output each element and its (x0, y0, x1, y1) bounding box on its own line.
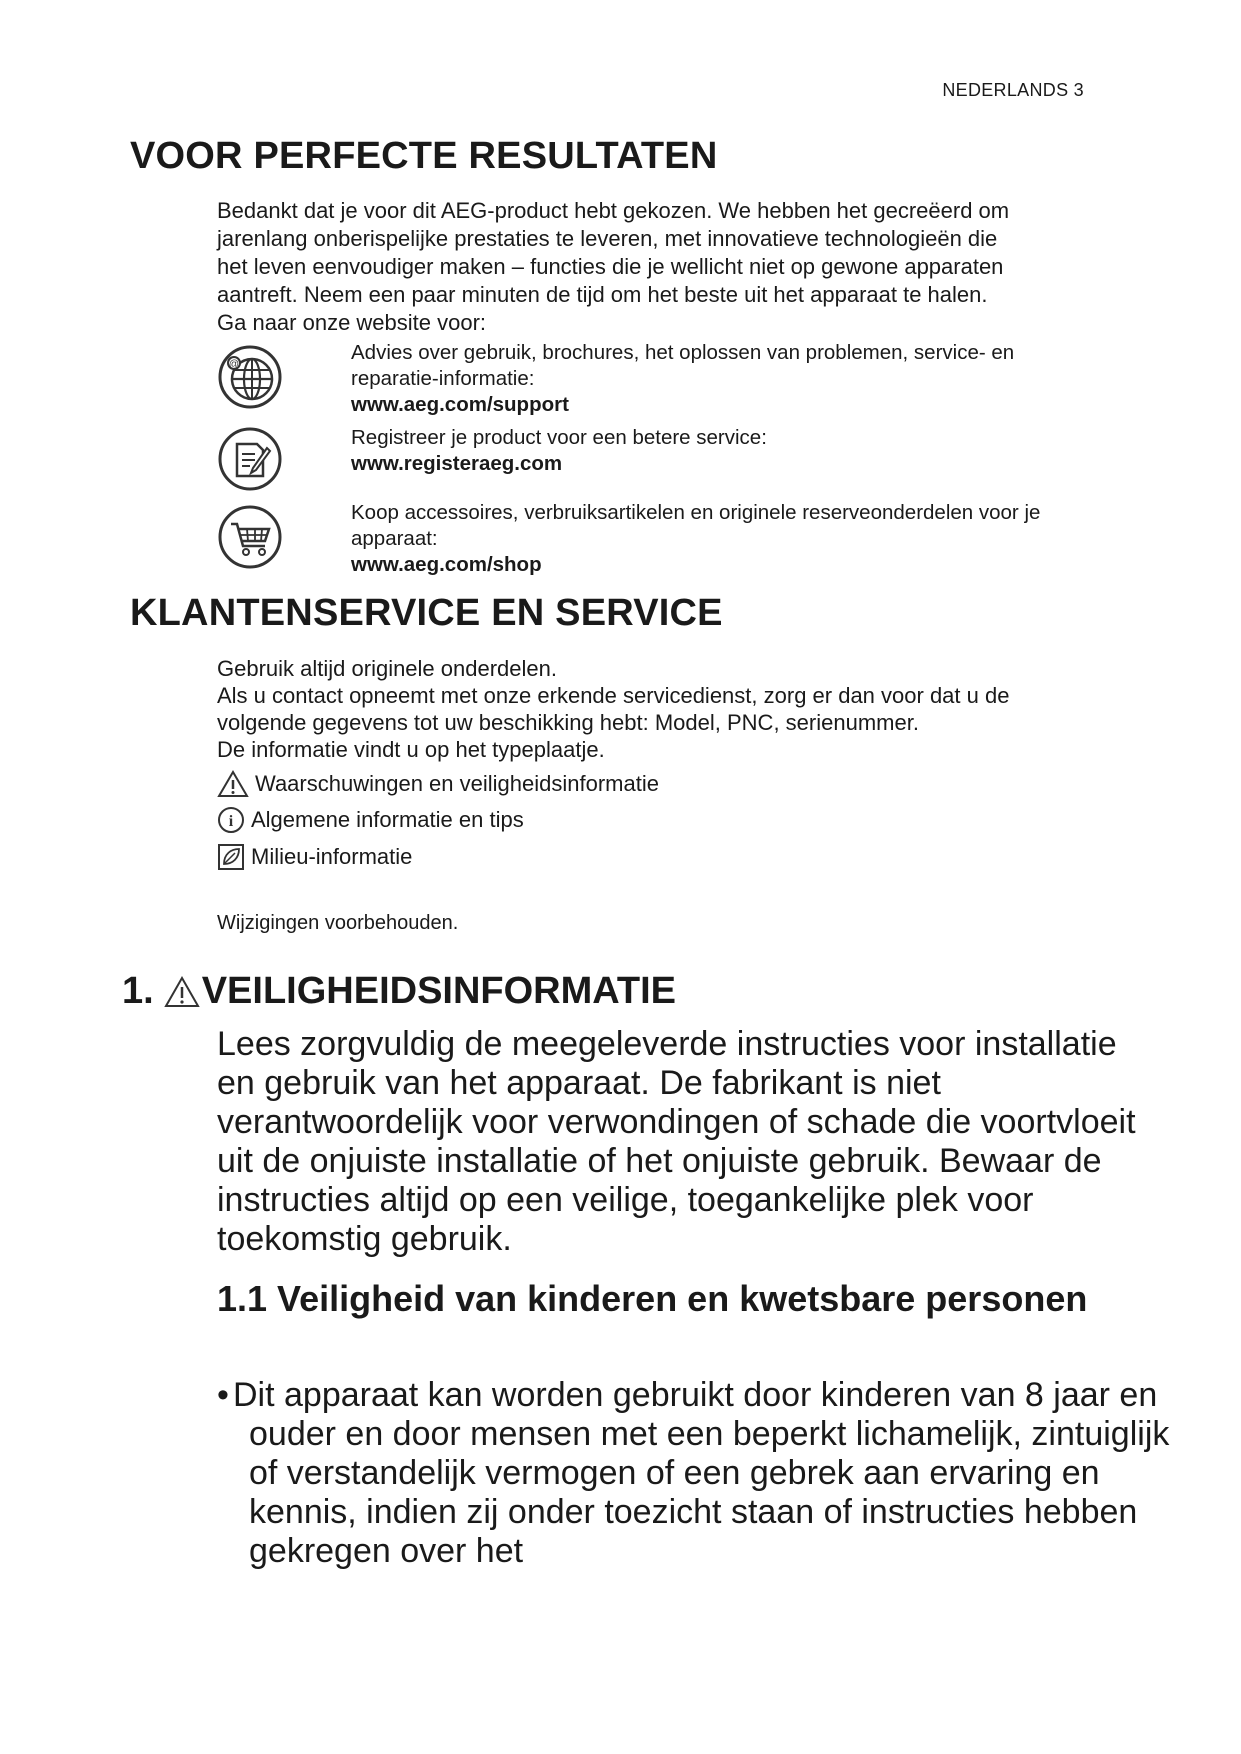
legend-warning (217, 770, 659, 798)
legend-info (217, 806, 524, 834)
safety-intro-paragraph: Lees zorgvuldig de meegeleverde instructies voor installatie en gebruik van het apparaat. De fabrikant is niet verantwoordelijk voor verwondingen of schade die voortvloeit uit de onjuiste installatie of het onjuiste gebruik. Bewaar de instructies altijd op een veilige, toegankelijke plek voor toekomstig gebruik. (217, 1025, 1136, 1258)
shop-text: apparaat: (351, 527, 438, 550)
section-title-safety (122, 970, 676, 1013)
intro-line: jarenlang onberispelijke prestaties te leveren, met innovatieve technologieën die (217, 226, 998, 251)
support-text: Advies over gebruik, brochures, het oplossen van problemen, service- en (351, 341, 1015, 364)
svg-text:@: @ (228, 359, 240, 370)
intro-line: aantreft. Neem een paar minuten de tijd om het beste uit het apparaat te halen. (217, 282, 988, 307)
shop-link[interactable]: www.aeg.com/shop (351, 553, 542, 576)
bullet-dot: • (217, 1376, 229, 1414)
shop-text: Koop accessoires, verbruiksartikelen en originele reserveonderdelen voor je (351, 501, 1041, 524)
shop-link-row (217, 500, 1147, 580)
warning-triangle-icon (164, 976, 200, 1008)
legend-label: Algemene informatie en tips (251, 807, 524, 832)
service-line: De informatie vindt u op het typeplaatje. (217, 737, 605, 762)
register-link[interactable]: www.registeraeg.com (351, 452, 563, 475)
bullet-text: Dit apparaat kan worden gebruikt door kinderen van 8 jaar en ouder en door mensen met een beperkt lichamelijk, zintuiglijk of verstandelijk vermogen of een gebrek aan ervaring en kennis, indien zij onder toezicht staan of instructies hebben gekregen over het (233, 1376, 1170, 1570)
changes-note: Wijzigingen voorbehouden. (217, 912, 459, 934)
register-form-icon (217, 426, 283, 492)
service-paragraph (217, 655, 1147, 763)
section-title-results: VOOR PERFECTE RESULTATEN (130, 135, 718, 177)
bullet-item (217, 1376, 1174, 1571)
section-number: 1. (122, 970, 154, 1012)
subsection-title-children: 1.1 Veiligheid van kinderen en kwetsbare personen (217, 1278, 1088, 1319)
legend-environment (217, 843, 412, 871)
support-link[interactable]: www.aeg.com/support (351, 393, 569, 416)
section-title-text: VEILIGHEIDSINFORMATIE (201, 970, 677, 1012)
intro-line: het leven eenvoudiger maken – functies die je wellicht niet op gewone apparaten (217, 254, 1004, 279)
intro-line: Bedankt dat je voor dit AEG-product hebt gekozen. We hebben het gecreëerd om (217, 198, 1010, 223)
service-line: volgende gegevens tot uw beschikking hebt: Model, PNC, serienummer. (217, 710, 919, 735)
globe-icon (217, 344, 283, 410)
legend-label: Waarschuwingen en veiligheidsinformatie (255, 771, 659, 796)
svg-text:i: i (228, 813, 234, 830)
page-header: NEDERLANDS 3 (942, 80, 1084, 100)
support-text: reparatie-informatie: (351, 367, 535, 390)
register-text: Registreer je product voor een betere service: (351, 426, 767, 449)
environment-leaf-icon (217, 843, 245, 871)
legend-label: Milieu-informatie (251, 844, 413, 869)
section-title-service: KLANTENSERVICE EN SERVICE (130, 592, 723, 634)
shopping-cart-icon (217, 504, 283, 570)
intro-paragraph (217, 197, 1147, 337)
support-link-row (217, 340, 1147, 420)
info-icon (217, 806, 245, 834)
service-line: Gebruik altijd originele onderdelen. (217, 656, 557, 681)
warning-triangle-icon (217, 770, 249, 798)
service-line: Als u contact opneemt met onze erkende servicedienst, zorg er dan voor dat u de (217, 683, 1010, 708)
register-link-row (217, 426, 1147, 492)
intro-line: Ga naar onze website voor: (217, 310, 487, 335)
